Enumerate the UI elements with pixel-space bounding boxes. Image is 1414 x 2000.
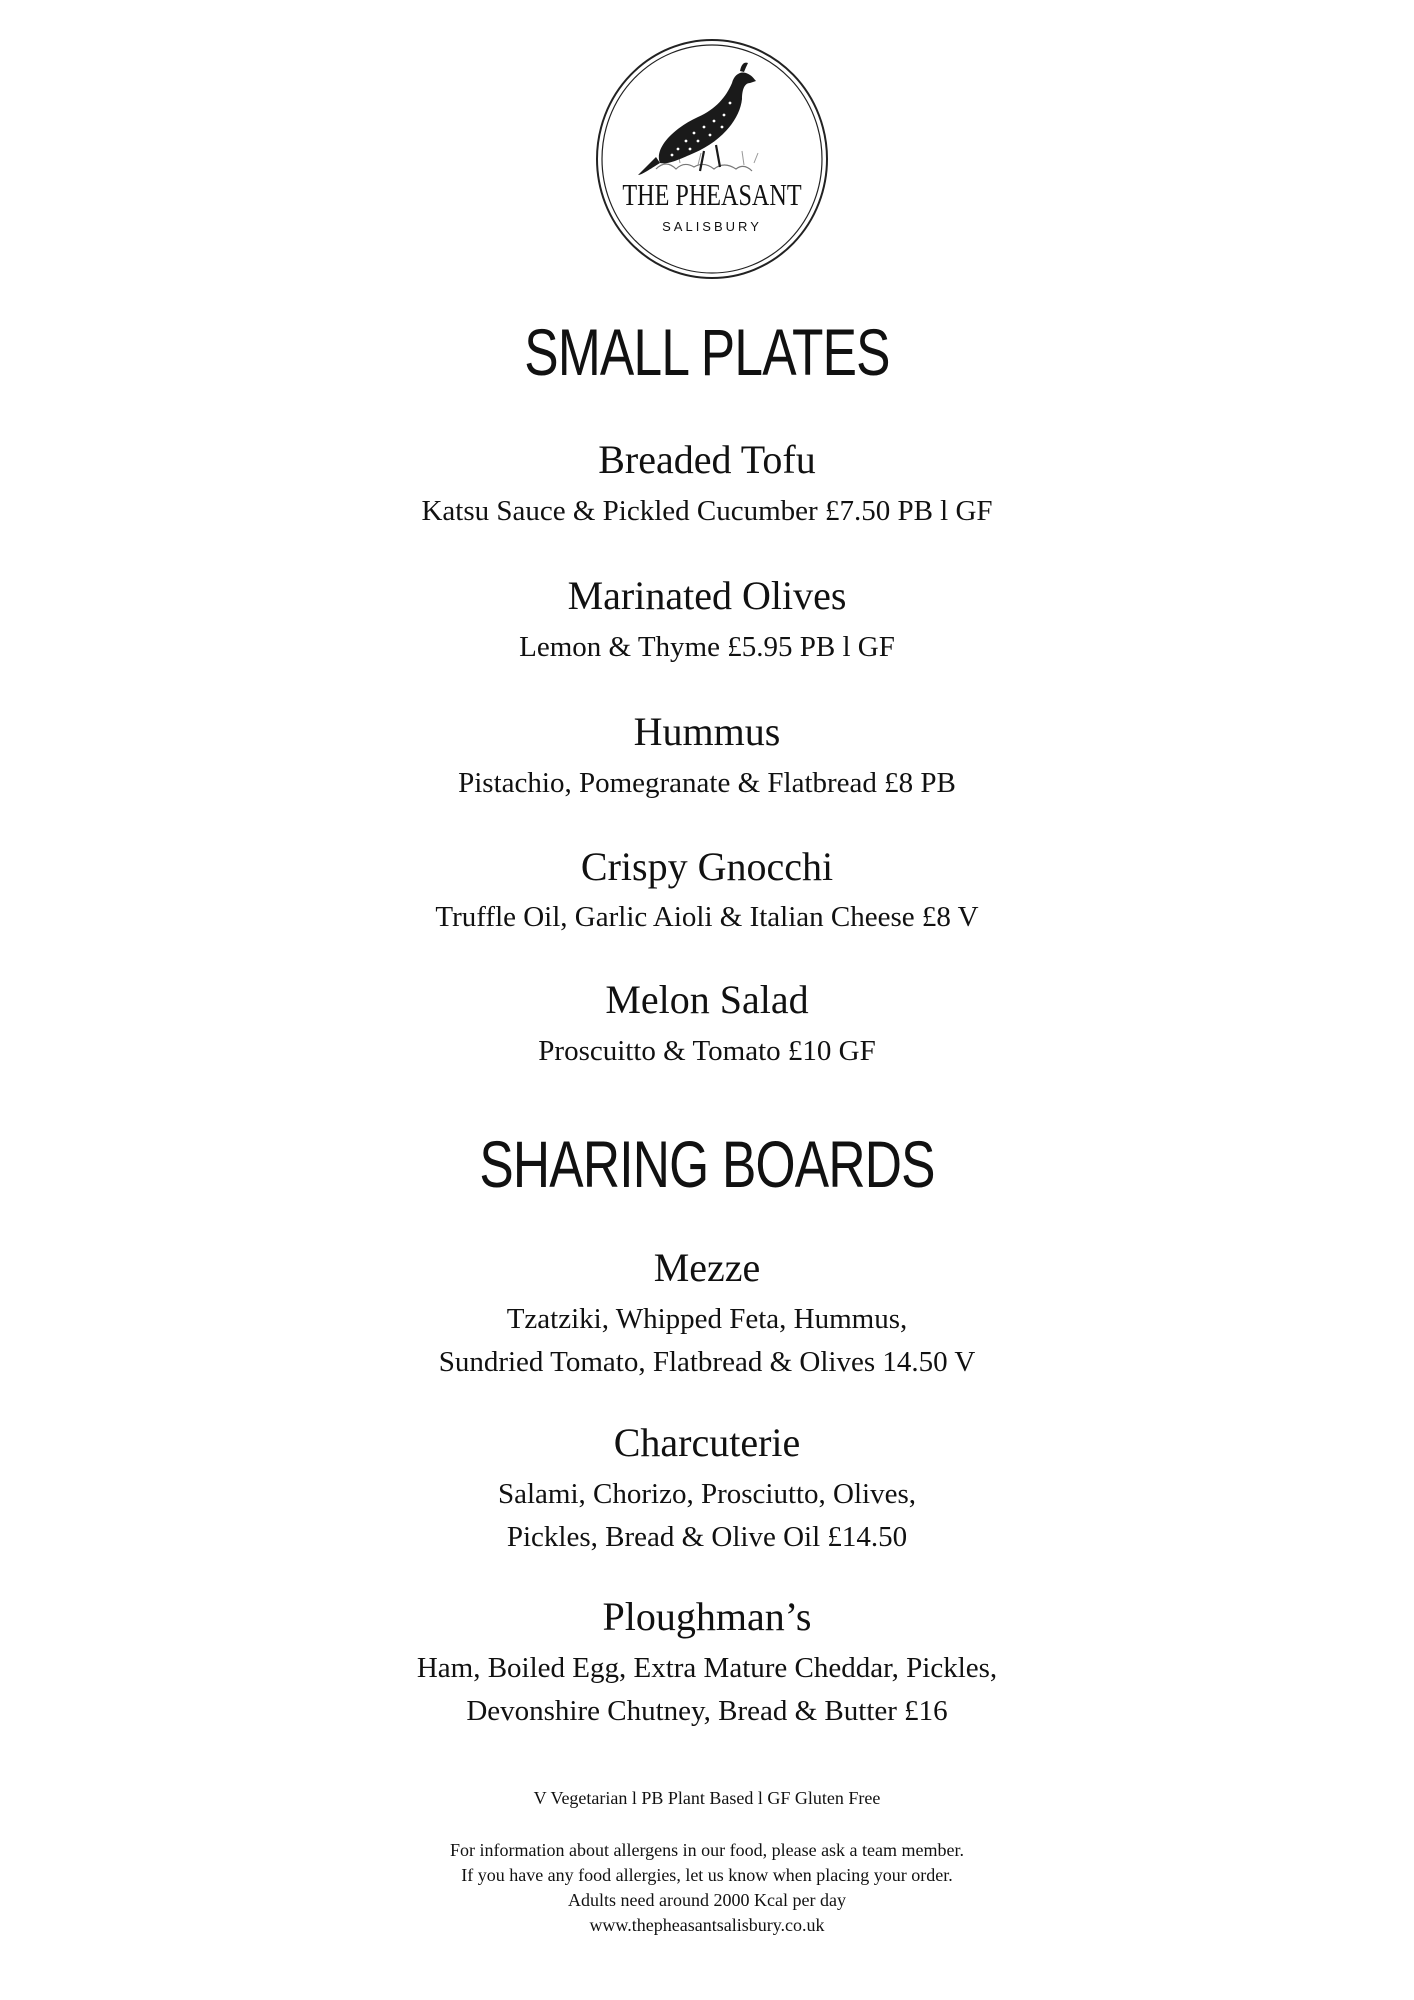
item-desc-mezze-line-2: Sundried Tomato, Flatbread & Olives 14.50 V — [438, 1346, 976, 1378]
item-name-melon-salad: Melon Salad — [605, 977, 809, 1022]
brand-name: THE PHEASANT — [622, 178, 802, 213]
item-desc-marinated-olives: Lemon & Thyme £5.95 PB l GF — [519, 631, 895, 663]
item-desc-ploughmans-line-2: Devonshire Chutney, Bread & Butter £16 — [466, 1695, 948, 1727]
dietary-key: V Vegetarian l PB Plant Based l GF Gluten Free — [533, 1788, 881, 1808]
item-name-marinated-olives: Marinated Olives — [567, 573, 847, 618]
section-title-sharing-boards: SHARING BOARDS — [479, 1127, 935, 1201]
item-desc-crispy-gnocchi: Truffle Oil, Garlic Aioli & Italian Cheese £8 V — [435, 901, 979, 933]
item-desc-breaded-tofu: Katsu Sauce & Pickled Cucumber £7.50 PB l GF — [421, 495, 993, 527]
kcal-note: Adults need around 2000 Kcal per day — [568, 1890, 846, 1910]
item-desc-charcuterie-line-1: Salami, Chorizo, Prosciutto, Olives, — [497, 1478, 917, 1510]
pheasant-logo — [594, 37, 830, 281]
item-desc-charcuterie-line-2: Pickles, Bread & Olive Oil £14.50 — [506, 1521, 908, 1553]
item-name-crispy-gnocchi: Crispy Gnocchi — [580, 844, 834, 889]
item-name-hummus: Hummus — [633, 709, 781, 754]
item-desc-hummus: Pistachio, Pomegranate & Flatbread £8 PB — [458, 767, 956, 799]
item-name-charcuterie: Charcuterie — [613, 1420, 801, 1465]
brand-location: SALISBURY — [662, 219, 762, 234]
item-desc-mezze-line-1: Tzatziki, Whipped Feta, Hummus, — [506, 1303, 908, 1335]
section-title-small-plates: SMALL PLATES — [524, 315, 890, 389]
website-link[interactable]: www.thepheasantsalisbury.co.uk — [589, 1915, 825, 1935]
pheasant-bird-icon — [594, 37, 830, 281]
item-desc-ploughmans-line-1: Ham, Boiled Egg, Extra Mature Cheddar, Pickles, — [416, 1652, 998, 1684]
allergen-note: For information about allergens in our food, please ask a team member. — [449, 1840, 965, 1860]
item-name-ploughmans: Ploughman’s — [602, 1594, 812, 1639]
item-name-breaded-tofu: Breaded Tofu — [598, 437, 816, 482]
item-name-mezze: Mezze — [653, 1245, 761, 1290]
item-desc-melon-salad: Proscuitto & Tomato £10 GF — [538, 1035, 876, 1067]
allergy-note: If you have any food allergies, let us know when placing your order. — [461, 1865, 953, 1885]
